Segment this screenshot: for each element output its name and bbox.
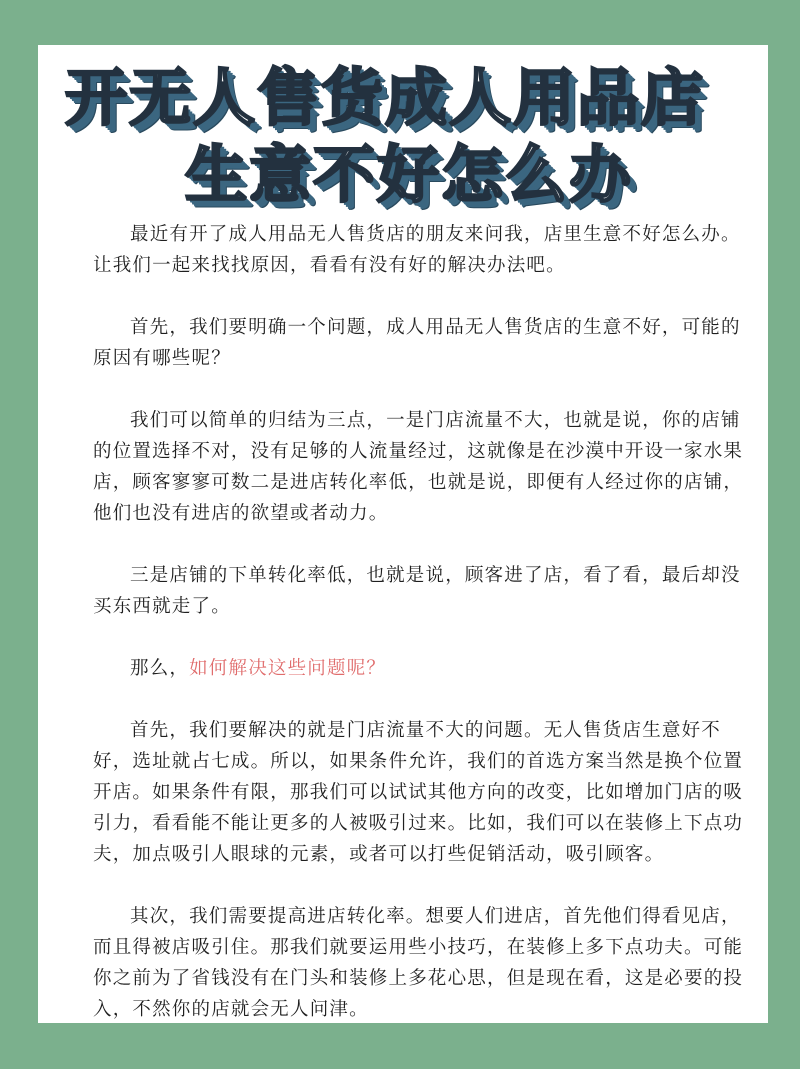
paragraph-question: 首先，我们要明确一个问题，成人用品无人售货店的生意不好，可能的原因有哪些呢？: [93, 317, 741, 369]
paragraph-solution-question: [93, 653, 745, 684]
question-highlight: 如何解决这些问题呢？: [189, 658, 387, 679]
paragraph-third-reason: 三是店铺的下单转化率低，也就是说，顾客进了店，看了看，最后却没买东西就走了。: [93, 565, 741, 617]
paragraph-reasons: 我们可以简单的归结为三点，一是门店流量不大，也就是说，你的店铺的位置选择不对，没有足够的人流量经过，这就像是在沙漠中开设一家水果店，顾客寥寥可数二是进店转化率低，也就是说，即便有人经过你的店铺，他们也没有进店的欲望或者动力。: [93, 410, 744, 524]
title-line-1: 开无人售货成人用品店: [64, 61, 705, 134]
title-line-2: 生意不好怎么办: [184, 138, 633, 211]
question-prefix: 那么，: [130, 658, 190, 679]
paragraph-intro: 最近有开了成人用品无人售货店的朋友来问我，店里生意不好怎么办。让我们一起来找找原因，看看有没有好的解决办法吧。: [93, 224, 741, 276]
paragraph-solution-conversion: 其次，我们需要提高进店转化率。想要人们进店，首先他们得看见店，而且得被店吸引住。那我们就要运用些小技巧，在装修上多下点功夫。可能你之前为了省钱没有在门头和装修上多花心思，但是现在看，这是必要的投入，不然你的店就会无人问津。: [93, 906, 744, 1020]
paragraph-solution-traffic: 首先，我们要解决的就是门店流量不大的问题。无人售货店生意好不好，选址就占七成。所以，如果条件允许，我们的首选方案当然是换个位置开店。如果条件有限，那我们可以试试其他方向的改变，比如增加门店的吸引力，看看能不能让更多的人被吸引过来。比如，我们可以在装修上下点功夫，加点吸引人眼球的元素，或者可以打些促销活动，吸引顾客。: [93, 720, 744, 865]
article-body: [93, 219, 745, 1056]
article-card: [38, 45, 768, 1023]
